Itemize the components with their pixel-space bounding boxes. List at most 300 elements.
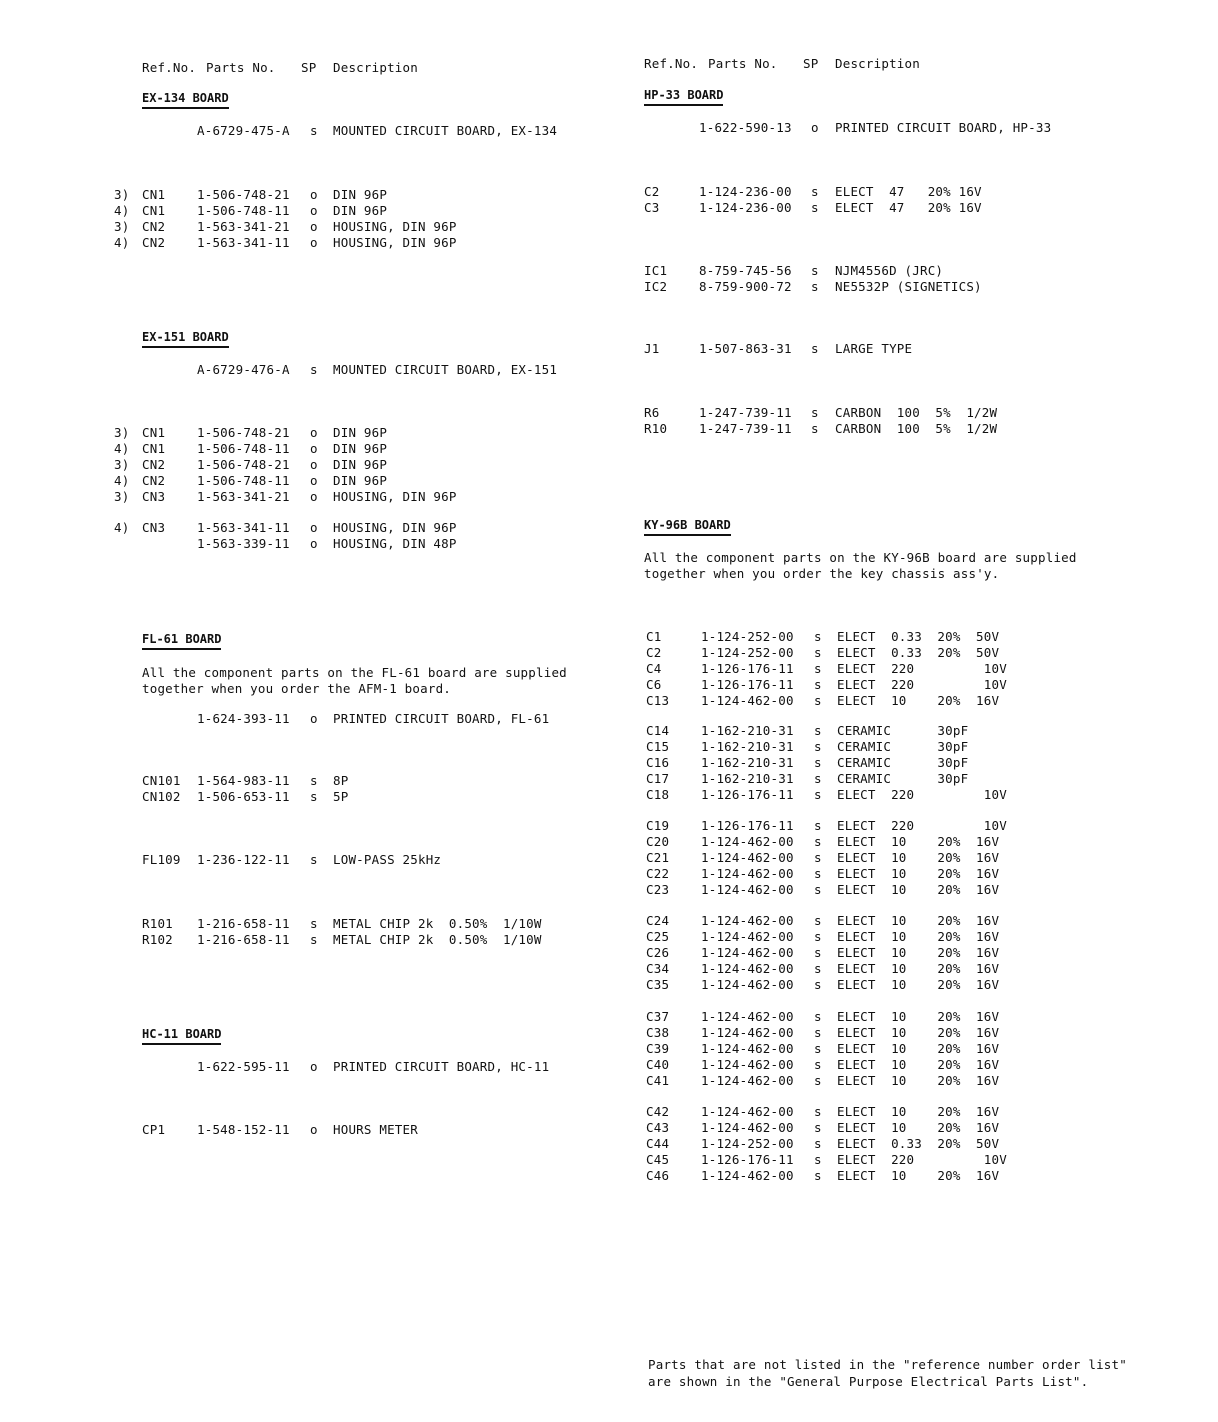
- sp-code: o: [310, 235, 318, 250]
- parts-row: [644, 882, 1114, 898]
- ref-no: C19: [646, 818, 670, 833]
- parts-row: [644, 645, 1114, 661]
- note-mark: 3): [114, 457, 130, 472]
- sp-code: s: [814, 629, 822, 644]
- description: NE5532P (SIGNETICS): [835, 279, 982, 294]
- parts-no: 1-507-863-31: [699, 341, 792, 356]
- parts-row: [114, 852, 604, 868]
- description: LOW-PASS 25kHz: [333, 852, 442, 867]
- ref-no: C45: [646, 1152, 670, 1167]
- sp-code: o: [310, 473, 318, 488]
- ref-no: R6: [644, 405, 660, 420]
- ref-no: C37: [646, 1009, 670, 1024]
- ref-no: CN2: [142, 235, 166, 250]
- sp-code: s: [814, 1152, 822, 1167]
- description: CARBON 100 5% 1/2W: [835, 405, 998, 420]
- parts-row: [114, 489, 604, 505]
- note-mark: 3): [114, 219, 130, 234]
- sp-code: s: [814, 661, 822, 676]
- parts-no: 8-759-900-72: [699, 279, 792, 294]
- parts-row: [114, 1122, 604, 1138]
- note-mark: 3): [114, 425, 130, 440]
- ky96b-board-title: KY-96B BOARD: [644, 518, 731, 536]
- description: ELECT 10 20% 16V: [837, 1073, 1000, 1088]
- description: ELECT 0.33 20% 50V: [837, 629, 1000, 644]
- description: ELECT 10 20% 16V: [837, 1009, 1000, 1024]
- description: HOUSING, DIN 96P: [333, 520, 457, 535]
- parts-row: [114, 773, 604, 789]
- header-sp: SP: [803, 56, 819, 71]
- sp-code: s: [814, 977, 822, 992]
- description: ELECT 10 20% 16V: [837, 834, 1000, 849]
- ref-no: CN1: [142, 425, 166, 440]
- parts-no: 1-124-236-00: [699, 184, 792, 199]
- parts-no: 1-506-748-21: [197, 187, 290, 202]
- description: CERAMIC 30pF: [837, 739, 969, 754]
- sp-code: s: [814, 1120, 822, 1135]
- parts-row: [644, 945, 1114, 961]
- note-mark: 4): [114, 473, 130, 488]
- sp-code: s: [814, 882, 822, 897]
- sp-code: o: [310, 425, 318, 440]
- parts-no: 1-506-748-21: [197, 457, 290, 472]
- parts-row: [114, 425, 604, 441]
- ex134-board-title: EX-134 BOARD: [142, 91, 229, 109]
- parts-no: 1-124-236-00: [699, 200, 792, 215]
- sp-code: s: [814, 1136, 822, 1151]
- parts-row: [644, 723, 1114, 739]
- hc11-board-title: HC-11 BOARD: [142, 1027, 221, 1045]
- sp-code: s: [310, 932, 318, 947]
- ref-no: C35: [646, 977, 670, 992]
- ref-no: FL109: [142, 852, 181, 867]
- ref-no: C46: [646, 1168, 670, 1183]
- ex151-mounted-row: [114, 362, 604, 378]
- description: ELECT 220 10V: [837, 818, 1007, 833]
- ref-no: C26: [646, 945, 670, 960]
- description: ELECT 10 20% 16V: [837, 866, 1000, 881]
- parts-row: [644, 341, 1114, 357]
- description: ELECT 10 20% 16V: [837, 977, 1000, 992]
- ref-no: C20: [646, 834, 670, 849]
- description: ELECT 10 20% 16V: [837, 882, 1000, 897]
- hc11-pcb-row: [114, 1059, 604, 1075]
- parts-no: 1-124-252-00: [701, 629, 794, 644]
- footer-line1: Parts that are not listed in the "reference number order list": [648, 1357, 1127, 1372]
- ref-no: IC2: [644, 279, 668, 294]
- note-mark: 3): [114, 187, 130, 202]
- parts-no: 1-124-462-00: [701, 913, 794, 928]
- parts-no: 1-247-739-11: [699, 421, 792, 436]
- parts-row: [114, 789, 604, 805]
- sp-code: s: [310, 773, 318, 788]
- ref-no: C23: [646, 882, 670, 897]
- sp-code: o: [310, 1059, 318, 1074]
- sp-code: s: [811, 421, 819, 436]
- parts-no: 1-124-462-00: [701, 977, 794, 992]
- ref-no: C39: [646, 1041, 670, 1056]
- description: CERAMIC 30pF: [837, 755, 969, 770]
- ref-no: C2: [646, 645, 662, 660]
- sp-code: s: [310, 852, 318, 867]
- sp-code: s: [814, 929, 822, 944]
- ref-no: CN102: [142, 789, 181, 804]
- fl61-note: [142, 665, 567, 696]
- ref-no: C17: [646, 771, 670, 786]
- header-parts: Parts No.: [708, 56, 778, 71]
- parts-no: 1-124-462-00: [701, 1057, 794, 1072]
- parts-row: [644, 1152, 1114, 1168]
- description: DIN 96P: [333, 473, 388, 488]
- sp-code: s: [814, 1057, 822, 1072]
- description: ELECT 10 20% 16V: [837, 1025, 1000, 1040]
- parts-no: 1-506-748-21: [197, 425, 290, 440]
- description: DIN 96P: [333, 441, 388, 456]
- ex134-mounted-row: [114, 123, 604, 139]
- parts-no: 1-548-152-11: [197, 1122, 290, 1137]
- description: CARBON 100 5% 1/2W: [835, 421, 998, 436]
- description: NJM4556D (JRC): [835, 263, 944, 278]
- parts-no: 1-124-462-00: [701, 1025, 794, 1040]
- ref-no: CN101: [142, 773, 181, 788]
- parts-row: [644, 279, 1114, 295]
- sp-code: s: [814, 723, 822, 738]
- header-desc: Description: [835, 56, 920, 71]
- parts-row: [644, 1057, 1114, 1073]
- description: LARGE TYPE: [835, 341, 913, 356]
- sp-code: s: [811, 184, 819, 199]
- parts-row: [114, 473, 604, 489]
- parts-no: 1-563-341-11: [197, 235, 290, 250]
- parts-no: 1-124-462-00: [701, 929, 794, 944]
- ex151-board-title: EX-151 BOARD: [142, 330, 229, 348]
- ref-no: C2: [644, 184, 660, 199]
- parts-no: 1-124-462-00: [701, 882, 794, 897]
- description: ELECT 10 20% 16V: [837, 1104, 1000, 1119]
- parts-row: [644, 693, 1114, 709]
- parts-no: 1-236-122-11: [197, 852, 290, 867]
- parts-row: [644, 200, 1114, 216]
- sp-code: s: [814, 677, 822, 692]
- description: ELECT 0.33 20% 50V: [837, 645, 1000, 660]
- parts-row: [644, 1041, 1114, 1057]
- description: METAL CHIP 2k 0.50% 1/10W: [333, 916, 542, 931]
- parts-no: 1-162-210-31: [701, 723, 794, 738]
- parts-row: [644, 263, 1114, 279]
- sp-code: s: [814, 850, 822, 865]
- header-ref: Ref.No.: [142, 60, 197, 75]
- parts-row: [644, 1104, 1114, 1120]
- ref-no: C43: [646, 1120, 670, 1135]
- parts-no: 1-563-341-11: [197, 520, 290, 535]
- ref-no: C34: [646, 961, 670, 976]
- description: ELECT 10 20% 16V: [837, 929, 1000, 944]
- description: DIN 96P: [333, 203, 388, 218]
- description: MOUNTED CIRCUIT BOARD, EX-134: [333, 123, 558, 138]
- sp-code: s: [814, 1025, 822, 1040]
- ref-no: C40: [646, 1057, 670, 1072]
- description: MOUNTED CIRCUIT BOARD, EX-151: [333, 362, 558, 377]
- description: ELECT 10 20% 16V: [837, 1041, 1000, 1056]
- parts-no: 1-124-462-00: [701, 693, 794, 708]
- description: ELECT 47 20% 16V: [835, 200, 982, 215]
- sp-code: s: [814, 1073, 822, 1088]
- header-desc: Description: [333, 60, 418, 75]
- parts-no: 1-563-341-21: [197, 489, 290, 504]
- ref-no: CN1: [142, 441, 166, 456]
- ref-no: C6: [646, 677, 662, 692]
- sp-code: o: [310, 457, 318, 472]
- parts-no: 8-759-745-56: [699, 263, 792, 278]
- ref-no: CN2: [142, 457, 166, 472]
- sp-code: s: [814, 961, 822, 976]
- parts-row: [644, 1136, 1114, 1152]
- parts-row: [114, 187, 604, 203]
- parts-no: 1-506-748-11: [197, 441, 290, 456]
- parts-no: 1-124-462-00: [701, 1168, 794, 1183]
- ref-no: C15: [646, 739, 670, 754]
- ky96b-note-line1: All the component parts on the KY-96B board are supplied: [644, 550, 1077, 565]
- note-mark: 4): [114, 235, 130, 250]
- ref-no: C44: [646, 1136, 670, 1151]
- parts-row: [644, 834, 1114, 850]
- parts-no: 1-124-462-00: [701, 1104, 794, 1119]
- sp-code: o: [310, 187, 318, 202]
- parts-row: [644, 913, 1114, 929]
- parts-row: [644, 1009, 1114, 1025]
- ref-no: C38: [646, 1025, 670, 1040]
- sp-code: s: [814, 1104, 822, 1119]
- sp-code: s: [814, 645, 822, 660]
- parts-no: 1-162-210-31: [701, 739, 794, 754]
- description: ELECT 10 20% 16V: [837, 1168, 1000, 1183]
- ref-no: C24: [646, 913, 670, 928]
- footer-line2: are shown in the "General Purpose Electrical Parts List".: [648, 1373, 1089, 1389]
- hp33-board-title: HP-33 BOARD: [644, 88, 723, 106]
- parts-row: [644, 1025, 1114, 1041]
- parts-row: [644, 755, 1114, 771]
- footer-note: [648, 1357, 1127, 1390]
- note-mark: 4): [114, 441, 130, 456]
- parts-row: [644, 739, 1114, 755]
- description: PRINTED CIRCUIT BOARD, FL-61: [333, 711, 550, 726]
- ref-no: R101: [142, 916, 173, 931]
- sp-code: s: [811, 263, 819, 278]
- parts-no: 1-563-341-21: [197, 219, 290, 234]
- parts-row: [644, 818, 1114, 834]
- ky96b-note: [644, 550, 1077, 581]
- ref-no: CN2: [142, 219, 166, 234]
- ref-no: CN2: [142, 473, 166, 488]
- parts-row: [644, 771, 1114, 787]
- ref-no: C42: [646, 1104, 670, 1119]
- ref-no: C16: [646, 755, 670, 770]
- sp-code: s: [310, 123, 318, 138]
- sp-code: s: [811, 405, 819, 420]
- description: 8P: [333, 773, 349, 788]
- sp-code: s: [811, 341, 819, 356]
- parts-row: [114, 441, 604, 457]
- description: CERAMIC 30pF: [837, 723, 969, 738]
- parts-no: A-6729-475-A: [197, 123, 290, 138]
- description: ELECT 220 10V: [837, 661, 1007, 676]
- description: ELECT 220 10V: [837, 787, 1007, 802]
- fl61-note-line2: together when you order the AFM-1 board.: [142, 680, 452, 696]
- description: HOUSING, DIN 48P: [333, 536, 457, 551]
- note-mark: 4): [114, 520, 130, 535]
- ref-no: C1: [646, 629, 662, 644]
- ref-no: R10: [644, 421, 668, 436]
- parts-row: [114, 457, 604, 473]
- sp-code: o: [310, 520, 318, 535]
- parts-no: 1-126-176-11: [701, 787, 794, 802]
- parts-row: [114, 203, 604, 219]
- parts-row: [644, 184, 1114, 200]
- parts-row: [644, 1073, 1114, 1089]
- parts-no: 1-563-339-11: [197, 536, 290, 551]
- description: METAL CHIP 2k 0.50% 1/10W: [333, 932, 542, 947]
- parts-no: 1-622-595-11: [197, 1059, 290, 1074]
- sp-code: s: [811, 279, 819, 294]
- sp-code: o: [310, 536, 318, 551]
- description: 5P: [333, 789, 349, 804]
- parts-no: 1-624-393-11: [197, 711, 290, 726]
- parts-row: [114, 235, 604, 251]
- ref-no: IC1: [644, 263, 668, 278]
- ref-no: C22: [646, 866, 670, 881]
- ref-no: C18: [646, 787, 670, 802]
- description: ELECT 47 20% 16V: [835, 184, 982, 199]
- parts-row: [114, 520, 604, 536]
- parts-row: [644, 405, 1114, 421]
- parts-no: 1-124-252-00: [701, 1136, 794, 1151]
- parts-row: [644, 629, 1114, 645]
- parts-row: [644, 929, 1114, 945]
- parts-row: [644, 977, 1114, 993]
- fl61-note-line1: All the component parts on the FL-61 board are supplied: [142, 665, 567, 680]
- parts-no: 1-162-210-31: [701, 755, 794, 770]
- sp-code: s: [310, 916, 318, 931]
- fl61-board-title: FL-61 BOARD: [142, 632, 221, 650]
- description: ELECT 10 20% 16V: [837, 913, 1000, 928]
- hp33-pcb-row: [644, 120, 1114, 136]
- sp-code: o: [310, 203, 318, 218]
- parts-no: 1-216-658-11: [197, 932, 290, 947]
- parts-row: [644, 677, 1114, 693]
- ref-no: C3: [644, 200, 660, 215]
- description: DIN 96P: [333, 187, 388, 202]
- parts-no: 1-126-176-11: [701, 661, 794, 676]
- description: ELECT 220 10V: [837, 677, 1007, 692]
- description: ELECT 0.33 20% 50V: [837, 1136, 1000, 1151]
- parts-no: 1-124-462-00: [701, 1120, 794, 1135]
- parts-row: [114, 932, 604, 948]
- note-mark: 4): [114, 203, 130, 218]
- sp-code: s: [814, 771, 822, 786]
- sp-code: s: [811, 200, 819, 215]
- sp-code: s: [814, 693, 822, 708]
- sp-code: o: [310, 441, 318, 456]
- sp-code: o: [310, 1122, 318, 1137]
- parts-no: 1-247-739-11: [699, 405, 792, 420]
- parts-row: [644, 1120, 1114, 1136]
- parts-no: 1-162-210-31: [701, 771, 794, 786]
- ky96b-note-line2: together when you order the key chassis ass'y.: [644, 565, 1000, 581]
- ref-no: J1: [644, 341, 660, 356]
- description: HOUSING, DIN 96P: [333, 219, 457, 234]
- description: PRINTED CIRCUIT BOARD, HC-11: [333, 1059, 550, 1074]
- header-sp: SP: [301, 60, 317, 75]
- parts-no: 1-124-462-00: [701, 834, 794, 849]
- parts-no: 1-506-748-11: [197, 473, 290, 488]
- sp-code: o: [310, 489, 318, 504]
- description: ELECT 10 20% 16V: [837, 850, 1000, 865]
- sp-code: s: [814, 818, 822, 833]
- sp-code: s: [814, 834, 822, 849]
- ref-no: R102: [142, 932, 173, 947]
- ref-no: CP1: [142, 1122, 166, 1137]
- parts-row: [644, 961, 1114, 977]
- parts-no: 1-126-176-11: [701, 818, 794, 833]
- sp-code: s: [310, 362, 318, 377]
- fl61-pcb-row: [114, 711, 604, 727]
- ref-no: CN3: [142, 520, 166, 535]
- ref-no: C4: [646, 661, 662, 676]
- ref-no: C25: [646, 929, 670, 944]
- parts-no: 1-124-252-00: [701, 645, 794, 660]
- sp-code: o: [310, 219, 318, 234]
- parts-row: [114, 219, 604, 235]
- sp-code: s: [814, 1009, 822, 1024]
- parts-no: 1-622-590-13: [699, 120, 792, 135]
- ref-no: C21: [646, 850, 670, 865]
- header-parts: Parts No.: [206, 60, 276, 75]
- sp-code: s: [814, 755, 822, 770]
- parts-no: 1-124-462-00: [701, 961, 794, 976]
- parts-no: 1-126-176-11: [701, 677, 794, 692]
- sp-code: s: [814, 1168, 822, 1183]
- parts-no: 1-564-983-11: [197, 773, 290, 788]
- parts-row: [644, 1168, 1114, 1184]
- ref-no: CN3: [142, 489, 166, 504]
- sp-code: o: [310, 711, 318, 726]
- sp-code: s: [814, 1041, 822, 1056]
- parts-no: 1-124-462-00: [701, 1041, 794, 1056]
- parts-no: 1-124-462-00: [701, 866, 794, 881]
- description: DIN 96P: [333, 457, 388, 472]
- parts-no: 1-124-462-00: [701, 850, 794, 865]
- parts-no: 1-124-462-00: [701, 1073, 794, 1088]
- description: CERAMIC 30pF: [837, 771, 969, 786]
- parts-row: [644, 787, 1114, 803]
- sp-code: s: [310, 789, 318, 804]
- description: ELECT 10 20% 16V: [837, 1120, 1000, 1135]
- parts-row: [114, 916, 604, 932]
- note-mark: 3): [114, 489, 130, 504]
- parts-no: 1-506-748-11: [197, 203, 290, 218]
- description: HOUSING, DIN 96P: [333, 235, 457, 250]
- description: DIN 96P: [333, 425, 388, 440]
- parts-no: 1-124-462-00: [701, 1009, 794, 1024]
- sp-code: s: [814, 787, 822, 802]
- description: HOUSING, DIN 96P: [333, 489, 457, 504]
- sp-code: o: [811, 120, 819, 135]
- parts-no: 1-124-462-00: [701, 945, 794, 960]
- parts-row: [644, 421, 1114, 437]
- sp-code: s: [814, 945, 822, 960]
- header-ref: Ref.No.: [644, 56, 699, 71]
- parts-no: 1-506-653-11: [197, 789, 290, 804]
